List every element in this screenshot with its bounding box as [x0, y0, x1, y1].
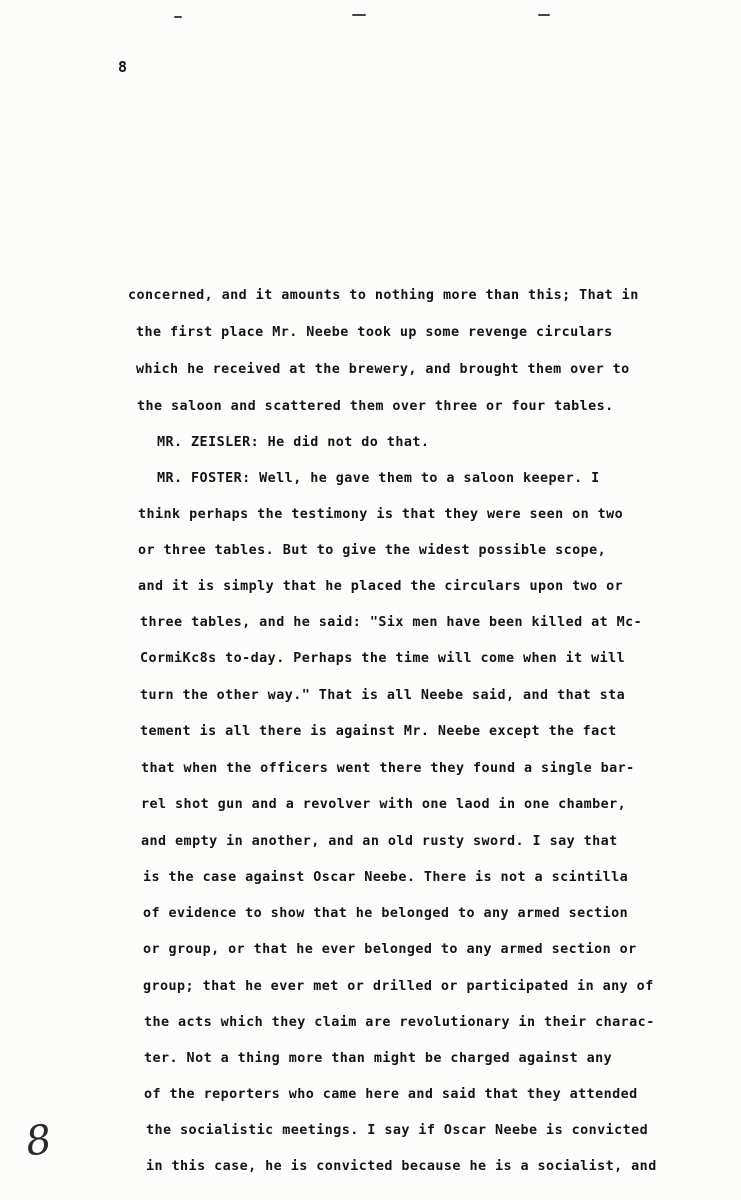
page-number: 8 [118, 58, 128, 76]
text-line: concerned, and it amounts to nothing more than this; That in [128, 288, 639, 303]
handwritten-page-number: 8 [22, 1116, 55, 1166]
scan-mark [352, 14, 366, 16]
text-line: which he received at the brewery, and brought them over to [136, 362, 630, 377]
text-line: ter. Not a thing more than might be charged against any [144, 1051, 613, 1066]
text-line: the saloon and scattered them over three or four tables. [137, 399, 614, 414]
text-line: is the case against Oscar Neebe. There is not a scintilla [143, 870, 629, 885]
text-line: group; that he ever met or drilled or participated in any of [143, 979, 654, 994]
text-line: the acts which they claim are revolutionary in their charac- [144, 1015, 655, 1030]
text-line: rel shot gun and a revolver with one laod in one chamber, [141, 797, 627, 812]
scan-mark [174, 16, 182, 18]
text-line: of the reporters who came here and said that they attended [144, 1087, 638, 1102]
text-line: and it is simply that he placed the circulars upon two or [138, 579, 624, 594]
text-line: that when the officers went there they found a single bar- [141, 761, 635, 776]
text-line: in this case, he is convicted because he is a socialist, and [146, 1159, 657, 1174]
text-line: three tables, and he said: "Six men have been killed at Mc- [140, 615, 643, 630]
text-line: or three tables. But to give the widest possible scope, [138, 543, 607, 558]
text-line: the socialistic meetings. I say if Oscar Neebe is convicted [146, 1123, 649, 1138]
text-line: of evidence to show that he belonged to any armed section [143, 906, 629, 921]
text-line: or group, or that he ever belonged to any armed section or [143, 942, 637, 957]
scan-mark [538, 14, 550, 16]
text-line: tement is all there is against Mr. Neebe except the fact [140, 724, 617, 739]
text-line: CormiKc8s to-day. Perhaps the time will come when it will [140, 651, 626, 666]
text-line: MR. FOSTER: Well, he gave them to a saloon keeper. I [157, 471, 600, 486]
text-line: the first place Mr. Neebe took up some revenge circulars [136, 325, 613, 340]
text-line: and empty in another, and an old rusty sword. I say that [141, 834, 618, 849]
text-line: turn the other way." That is all Neebe said, and that sta [140, 688, 626, 703]
text-line: MR. ZEISLER: He did not do that. [157, 435, 430, 450]
text-line: think perhaps the testimony is that they were seen on two [138, 507, 624, 522]
